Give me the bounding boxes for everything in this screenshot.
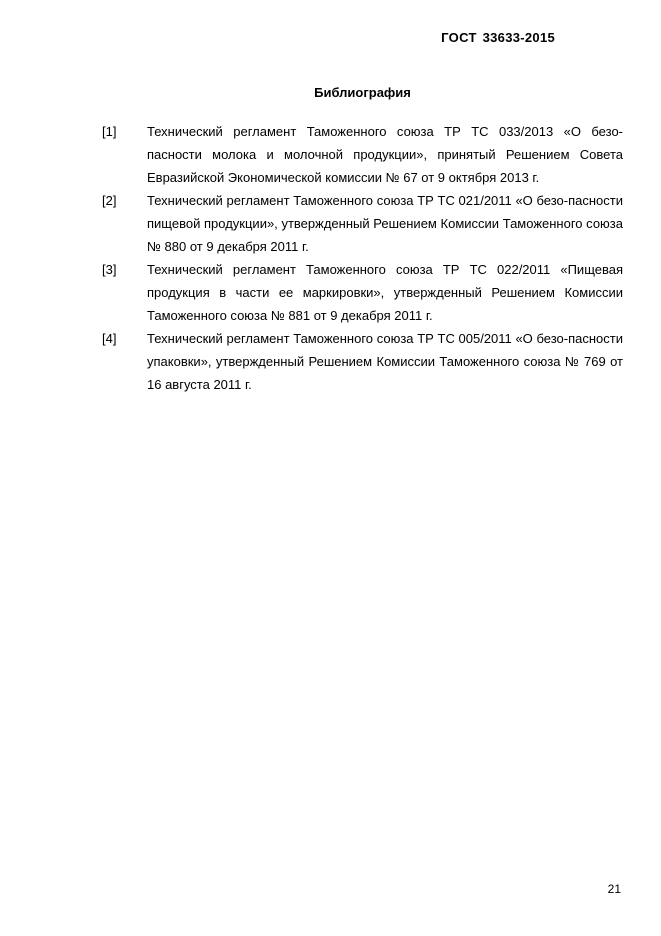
page-number: 21	[607, 882, 621, 896]
entry-text: Технический регламент Таможенного союза ТР ТС 033/2013 «О безо-пасности молока и молочной продукции», принятый Решением Совета Евразийской Экономической комиссии № 67 от 9 октября 2013 г.	[147, 124, 623, 185]
bibliography-entry	[0, 327, 661, 396]
document-code: ГОСТ 33633-2015	[441, 30, 555, 45]
entry-text: Технический регламент Таможенного союза ТР ТС 021/2011 «О безо-пасности пищевой продукции», утвержденный Решением Комиссии Таможенного союза № 880 от 9 декабря 2011 г.	[147, 193, 623, 254]
bibliography-entry	[0, 189, 661, 258]
entry-number: [1]	[102, 124, 117, 139]
entry-number: [3]	[102, 262, 117, 277]
bibliography-list	[0, 120, 661, 396]
entry-text: Технический регламент Таможенного союза ТР ТС 005/2011 «О безо-пасности упаковки», утвержденный Решением Комиссии Таможенного союза № 769 от 16 августа 2011 г.	[147, 331, 623, 392]
bibliography-entry	[0, 120, 661, 189]
entry-number: [4]	[102, 331, 117, 346]
entry-text: Технический регламент Таможенного союза ТР ТС 022/2011 «Пищевая продукция в части ее маркировки», утвержденный Решением Комиссии Таможенного союза № 881 от 9 декабря 2011 г.	[147, 262, 623, 323]
entry-number: [2]	[102, 193, 117, 208]
bibliography-title: Библиография	[314, 85, 411, 100]
bibliography-entry	[0, 258, 661, 327]
